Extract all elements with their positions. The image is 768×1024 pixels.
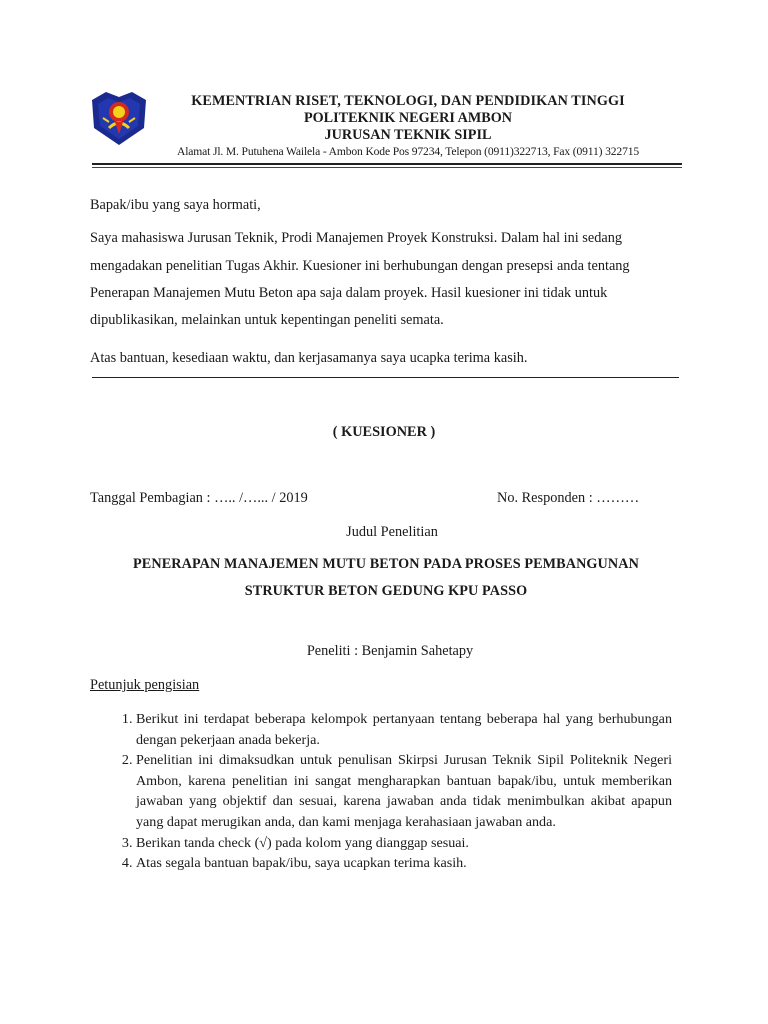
section-divider [92,377,679,378]
questionnaire-title: ( KUESIONER ) [332,424,436,440]
letterhead-ministry: KEMENTRIAN RISET, TEKNOLOGI, DAN PENDIDIKAN TINGGI [191,93,625,109]
intro-paragraph-line: mengadakan penelitian Tugas Akhir. Kuesioner ini berhubungan dengan presepsi anda tentang [90,258,630,274]
intro-paragraph-line: Penerapan Manajemen Mutu Beton apa saja dalam proyek. Hasil kuesioner ini tidak untuk [90,285,608,301]
intro-paragraph-line: Saya mahasiswa Jurusan Teknik, Prodi Manajemen Proyek Konstruksi. Dalam hal ini sedang [90,230,622,246]
thanks-line: Atas bantuan, kesediaan waktu, dan kerjasamanya saya ucapka terima kasih. [90,350,528,366]
letterhead-divider [92,163,682,165]
research-title-label: Judul Penelitian [346,524,438,540]
researcher-name: Peneliti : Benjamin Sahetapy [306,643,474,659]
letterhead-institution: POLITEKNIK NEGERI AMBON [303,110,513,126]
instructions-heading: Petunjuk pengisian [90,677,200,693]
instruction-item: 3. Berikan tanda check (√) pada kolom yang dianggap sesuai. [136,833,672,854]
letterhead-address: Alamat Jl. M. Putuhena Wailela - Ambon Kode Pos 97234, Telepon (0911)322713, Fax (0911) 322715 [176,145,640,158]
greeting: Bapak/ibu yang saya hormati, [90,197,261,213]
research-title-line: PENERAPAN MANAJEMEN MUTU BETON PADA PROSES PEMBANGUNAN [133,556,639,572]
letterhead-divider-thin [92,167,682,168]
instructions-list [110,709,672,874]
instruction-item: 4. Atas segala bantuan bapak/ibu, saya ucapkan terima kasih. [136,853,672,874]
instruction-item: 1. Berikut ini terdapat beberapa kelompok pertanyaan tentang beberapa hal yang berhubungan dengan pekerjaan anada bekerja. [136,709,672,750]
letterhead-department: JURUSAN TEKNIK SIPIL [324,127,492,143]
research-title-line: STRUKTUR BETON GEDUNG KPU PASSO [244,583,528,599]
distribution-date-field: Tanggal Pembagian : ….. /…... / 2019 [90,490,308,506]
respondent-number-field: No. Responden : ……… [497,490,640,506]
intro-paragraph-line: dipublikasikan, melainkan untuk kepentingan peneliti semata. [90,312,444,328]
instruction-item: 2. Penelitian ini dimaksudkan untuk penulisan Skirpsi Jurusan Teknik Sipil Politeknik Negeri Ambon, karena penelitian ini sangat mengharapkan bantuan bapak/ibu, untuk memberikan jawaban yang objektif dan sesuai, karena jawaban anda tidak menimbulkan akibat apapun yang dapat merugikan anda, dan kami menjaga kerahasiaan jawaban anda. [136,750,672,832]
